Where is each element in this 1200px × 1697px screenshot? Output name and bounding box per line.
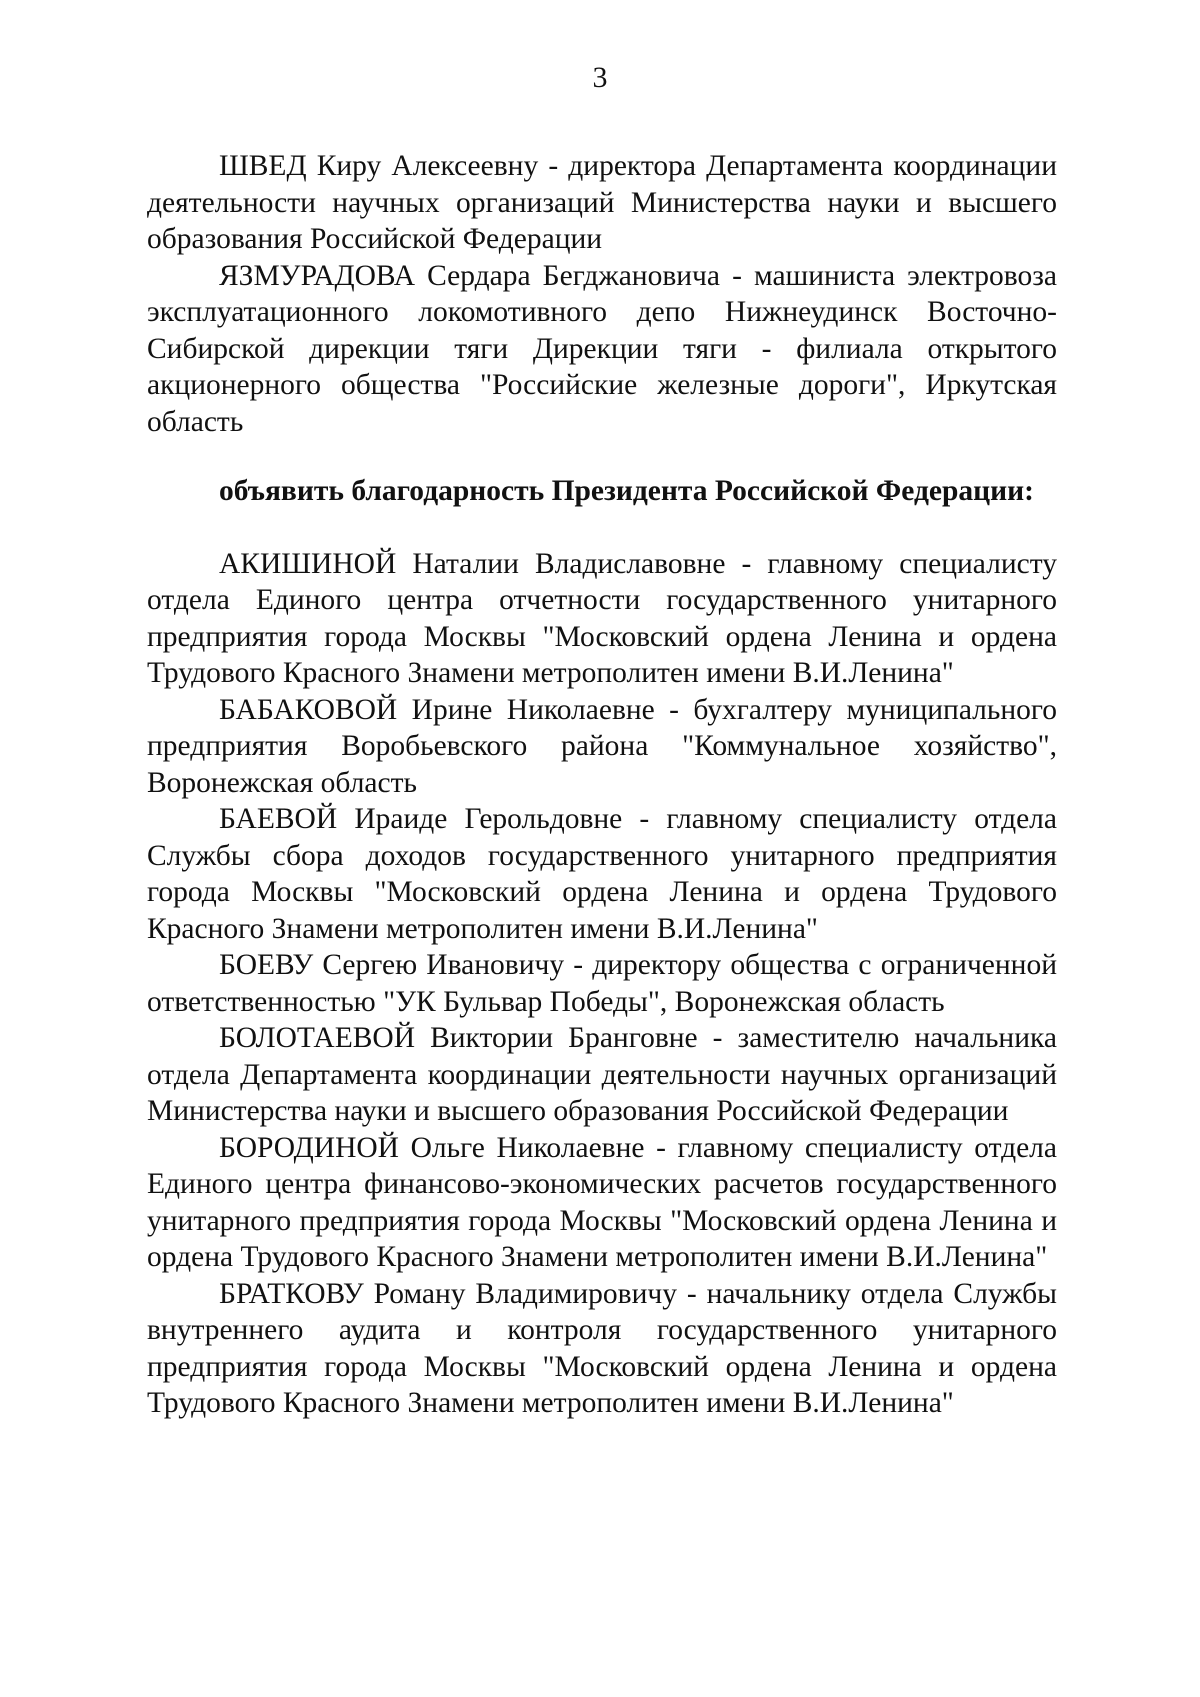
section-heading: объявить благодарность Президента Российской Федерации:: [219, 475, 1034, 507]
award-entry: ЯЗМУРАДОВА Сердара Бегджановича - машиниста электровоза эксплуатационного локомотивного депо Нижнеудинск Восточно-Сибирской дирекции тяги Дирекции тяги - филиала открытого акционерного общества "Российские железные дороги", Иркутская область: [147, 259, 1057, 438]
gratitude-entry: БОЕВУ Сергею Ивановичу - директору общества с ограниченной ответственностью "УК Бульвар Победы", Воронежская область: [147, 949, 1057, 1018]
gratitude-entry: БОРОДИНОЙ Ольге Николаевне - главному специалисту отдела Единого центра финансово-экономических расчетов государственного унитарного предприятия города Москвы "Московский ордена Ленина и ордена Трудового Красного Знамени метрополитен имени В.И.Ленина": [147, 1131, 1057, 1273]
gratitude-entry: БОЛОТАЕВОЙ Виктории Бранговне - заместителю начальника отдела Департамента координации деятельности научных организаций Министерства науки и высшего образования Российской Федерации: [147, 1022, 1057, 1127]
page-number: 3: [592, 61, 608, 94]
gratitude-entry: БАЕВОЙ Ираиде Герольдовне - главному специалисту отдела Службы сбора доходов государственного унитарного предприятия города Москвы "Московский ордена Ленина и ордена Трудового Красного Знамени метрополитен имени В.И.Ленина": [147, 803, 1057, 945]
gratitude-entry: БРАТКОВУ Роману Владимировичу - начальнику отдела Службы внутреннего аудита и контроля государственного унитарного предприятия города Москвы "Московский ордена Ленина и ордена Трудового Красного Знамени метрополитен имени В.И.Ленина": [147, 1277, 1057, 1419]
award-entry: ШВЕД Киру Алексеевну - директора Департамента координации деятельности научных организаций Министерства науки и высшего образования Российской Федерации: [147, 150, 1057, 255]
document-body: [147, 148, 1057, 1422]
gratitude-entry: БАБАКОВОЙ Ирине Николаевне - бухгалтеру муниципального предприятия Воробьевского района "Коммунальное хозяйство", Воронежская область: [147, 693, 1057, 799]
gratitude-entry: АКИШИНОЙ Наталии Владиславовне - главному специалисту отдела Единого центра отчетности государственного унитарного предприятия города Москвы "Московский ордена Ленина и ордена Трудового Красного Знамени метрополитен имени В.И.Ленина": [147, 547, 1057, 689]
